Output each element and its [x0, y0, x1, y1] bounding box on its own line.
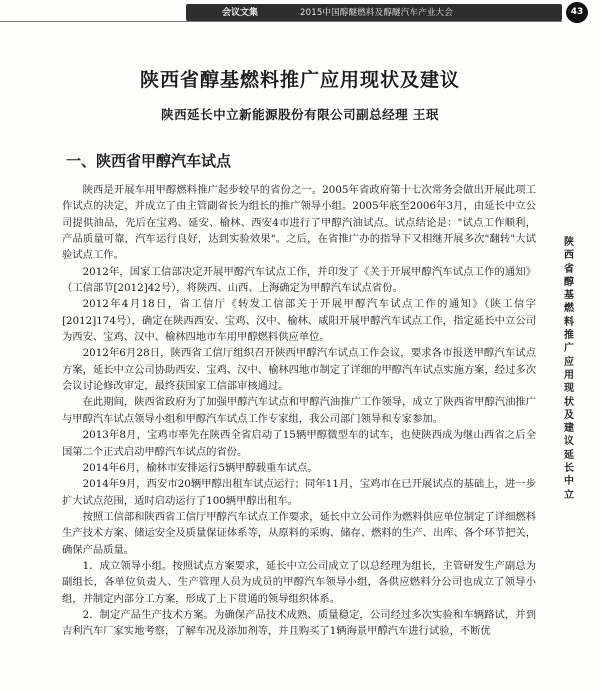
paragraph: 按照工信部和陕西省工信厅甲醇汽车试点工作要求，延长中立公司作为燃料供应单位制定了详细燃料生产技术方案、储运安全及质量保证体系等，从原料的采购、储存、燃料的生产、出库、各个环节把关，确保产品质量。 [62, 510, 536, 556]
header-section-label: 会议文集 [222, 8, 259, 18]
paragraph: 2012年6月28日，陕西省工信厅组织召开陕西甲醇汽车试点工作会议，要求各市报送甲醇汽车试点方案，延长中立公司协助西安、宝鸡、汉中、榆林四地市制定了详细的甲醇汽车试点实施方案，经过多次会议讨论修改审定，最终获国家工信部审核通过。 [62, 347, 536, 393]
paragraph: 在此期间，陕西省政府为了加强甲醇汽车试点和甲醇汽油推广工作领导，成立了陕西省甲醇汽油推广与甲醇汽车试点领导小组和甲醇汽车试点工作专家组，我公司部门领导和专家参加。 [62, 396, 536, 425]
paragraph: 2013年8月，宝鸡市率先在陕西全省启动了15辆甲醇微型车的试车，也使陕西成为继山西省之后全国第二个正式启动甲醇汽车试点的省份。 [62, 429, 536, 458]
paragraph: 2014年6月，榆林市安排运行5辆甲醇载重车试点。 [82, 461, 318, 474]
paragraph: 2012年，国家工信部决定开展甲醇汽车试点工作，并印发了《关于开展甲醇汽车试点工作的通知》（工信部节[2012]42号），将陕西、山西、上海确定为甲醇汽车试点省份。 [62, 265, 536, 295]
article-title: 陕西省醇基燃料推广应用现状及建议 [139, 69, 460, 91]
header-conference-title: 2015中国醇醚燃料及醇醚汽车产业大会 [300, 8, 453, 18]
paragraph: 陕西是开展车用甲醇燃料推广起步较早的省份之一。2005年省政府第十七次常务会做出开展此项工作试点的决定，并成立了由主管副省长为组长的推广领导小组。2005年底至2006年3月，由延长中立公司提供油品，先后在宝鸡、延安、榆林、西安4市进行了甲醇汽油试点。试点结论是："试点工作顺利，产品质量可靠，汽车运行良好，达到实验效果"。之后，在省推广办的指导下又相继开展多次"翻转"大试验试点工作。 [62, 184, 536, 262]
paragraph: 2．制定产品生产技术方案。为确保产品技术成熟、质量稳定，公司经过多次实验和车辆路试，并到吉利汽车厂家实地考察，了解车况及添加剂等，并且购买了1辆海景甲醇汽车进行试验，不断优 [62, 608, 536, 638]
header-rule [0, 21, 562, 22]
paragraph: 2012年4月18日，省工信厅《转发工信部关于开展甲醇汽车试点工作的通知》（陕工信字[2012]174号），确定在陕西西安、宝鸡、汉中、榆林、咸阳开展甲醇汽车试点工作，指定延长中立公司为西安、宝鸡、汉中、榆林四地市车用甲醇燃料供应单位。 [62, 298, 536, 344]
side-running-title: 陕西省醇基燃料推广应用现状及建议 延长中立 [564, 237, 574, 501]
section-heading: 一、陕西省甲醇汽车试点 [66, 152, 232, 170]
paragraph: 2014年9月，西安市20辆甲醇出租车试点运行；同年11月，宝鸡市在已开展试点的基础上，进一步扩大试点范围，适时启动运行了100辆甲醇出租车。 [62, 478, 536, 507]
article-body [62, 182, 536, 640]
paragraph: 1．成立领导小组。按照试点方案要求，延长中立公司成立了以总经理为组长，主管研发生产副总为副组长，各单位负责人、生产管理人员为成员的甲醇汽车领导小组，各供应燃料分公司也成立了领导小组，并制定内部分工方案，形成了上下贯通的领导组织体系。 [62, 559, 536, 605]
article-author: 陕西延长中立新能源股份有限公司副总经理 王珉 [161, 107, 439, 122]
page-number-badge: 43 [566, 2, 588, 23]
